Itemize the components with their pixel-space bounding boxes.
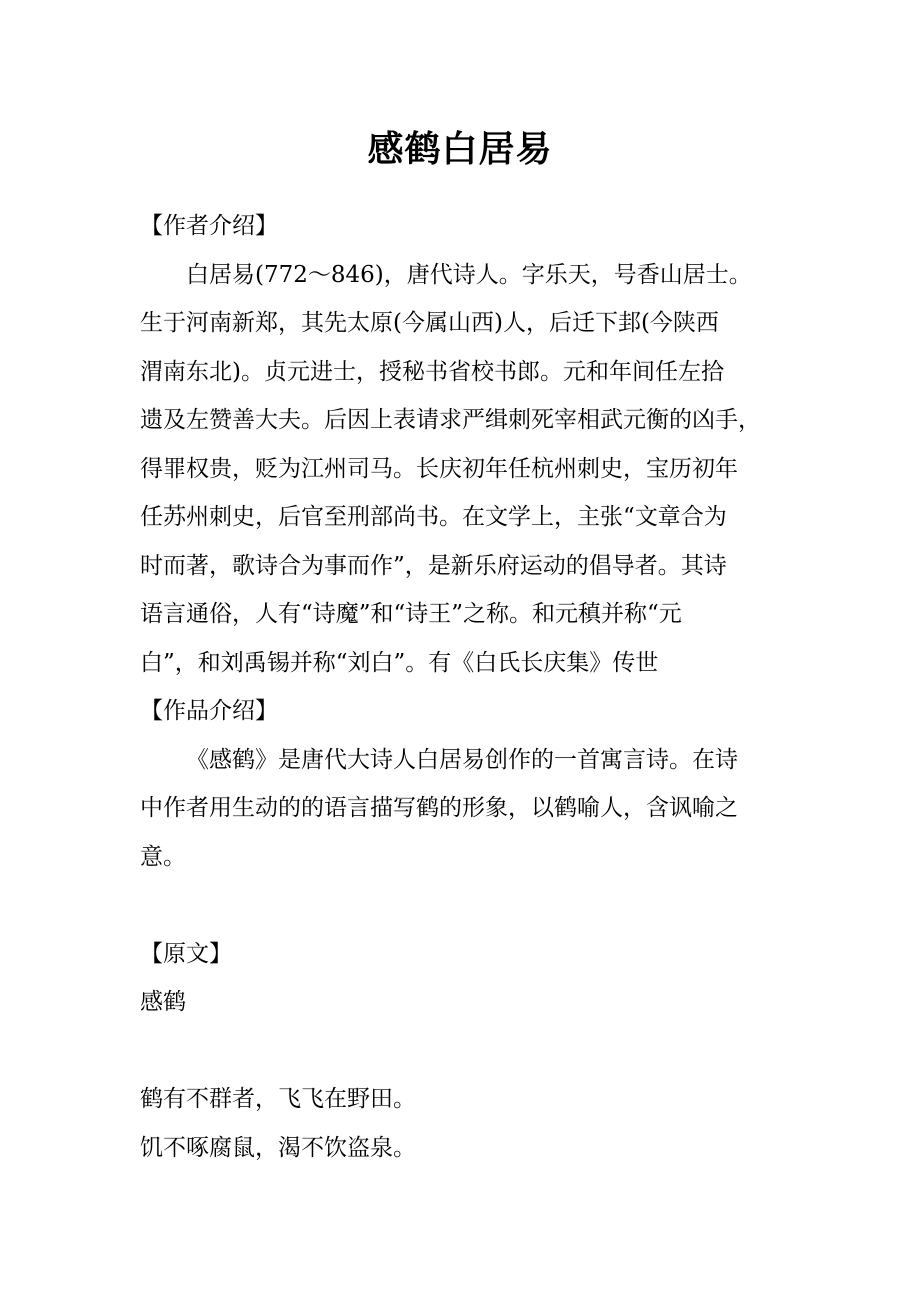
blank-line: [140, 881, 790, 930]
document-title: 感鹤白居易: [367, 128, 553, 170]
author-heading: 【作者介绍】: [140, 213, 278, 239]
poem-title: 感鹤: [140, 989, 186, 1015]
work-heading: 【作品介绍】: [140, 698, 278, 724]
poem-line: 鹤有不群者，飞飞在野田。: [140, 1086, 416, 1112]
original-heading: 【原文】: [140, 940, 232, 967]
author-paragraph-line: 语言通俗，人有“诗魔”和“诗王”之称。和元稹并称“元: [140, 601, 682, 627]
author-paragraph-line: 遗及左赞善大夫。后因上表请求严缉刺死宰相武元衡的凶手，: [140, 407, 761, 433]
author-paragraph-line: 渭南东北)。贞元进士，授秘书省校书郎。元和年间任左拾: [140, 358, 724, 385]
author-paragraph-line: 白居易(772～846)，唐代诗人。字乐天，号香山居士。: [186, 261, 752, 288]
author-paragraph-line: 时而著，歌诗合为事而作”，是新乐府运动的倡导者。其诗: [140, 552, 727, 579]
blank-line: [140, 1027, 790, 1076]
author-paragraph-line: 任苏州刺史，后官至刑部尚书。在文学上，主张“文章合为: [140, 504, 727, 530]
work-paragraph-line: 《感鹤》是唐代大诗人白居易创作的一首寓言诗。在诗: [186, 746, 738, 773]
author-paragraph-line: 生于河南新郑，其先太原(今属山西)人，后迁下邽(今陕西: [140, 310, 719, 336]
poem-line: 饥不啄腐鼠，渴不饮盗泉。: [140, 1134, 416, 1161]
author-paragraph-line: 白”，和刘禹锡并称“刘白”。有《白氏长庆集》传世: [140, 649, 659, 676]
work-paragraph-line: 中作者用生动的的语言描写鹤的形象，以鹤喻人，含讽喻之: [140, 795, 738, 821]
document-body: [140, 202, 790, 1172]
work-paragraph-line: 意。: [140, 843, 186, 870]
author-paragraph-line: 得罪权贵，贬为江州司马。长庆初年任杭州刺史，宝历初年: [140, 455, 738, 482]
